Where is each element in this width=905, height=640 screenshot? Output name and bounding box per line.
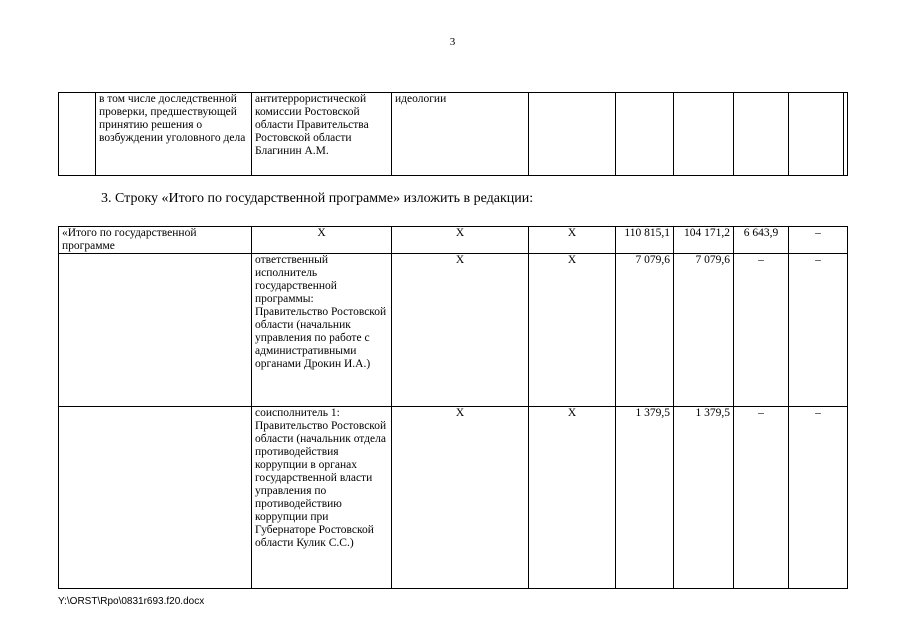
table-cell — [674, 93, 734, 176]
table-cell: 7 079,6 — [616, 254, 674, 407]
table-cell — [59, 93, 96, 176]
table-cell — [59, 254, 252, 407]
table-cell: 110 815,1 — [616, 227, 674, 254]
table-cell: Х — [529, 227, 616, 254]
table-cell: соисполнитель 1: Правительство Ростовской области (начальник отдела противодействия коррупции в органах государственной власти управления по противодействию коррупции при Губернаторе Ростовской области Кулик С.С.) — [252, 407, 392, 589]
table-row — [59, 407, 848, 589]
table-cell: 6 643,9 — [734, 227, 789, 254]
table-cell: 1 379,5 — [616, 407, 674, 589]
table-cell — [844, 93, 848, 176]
total-table — [58, 226, 848, 589]
table-cell: «Итого по государственной программе — [59, 227, 252, 254]
table-cell: антитеррористической комиссии Ростовской области Правительства Ростовской области Благинин А.М. — [252, 93, 392, 176]
table-cell: в том числе доследственной проверки, предшествующей принятию решения о возбуждении уголовного дела — [96, 93, 252, 176]
table-cell: – — [789, 407, 848, 589]
table-row — [59, 93, 848, 176]
table-cell: – — [734, 407, 789, 589]
section-heading: 3. Строку «Итого по государственной программе» изложить в редакции: — [101, 191, 534, 206]
table-cell: – — [789, 227, 848, 254]
table-cell: 1 379,5 — [674, 407, 734, 589]
table-cell: Х — [392, 254, 529, 407]
table-row — [59, 227, 848, 254]
table-cell — [734, 93, 789, 176]
table-cell: Х — [529, 407, 616, 589]
table-cell — [59, 407, 252, 589]
table-cell: 7 079,6 — [674, 254, 734, 407]
file-path-footer: Y:\ORST\Rpo\0831r693.f20.docx — [58, 596, 205, 607]
table-cell: Х — [252, 227, 392, 254]
table-cell: Х — [392, 407, 529, 589]
table-cell: – — [734, 254, 789, 407]
table-row — [59, 254, 848, 407]
continuation-table — [58, 92, 848, 176]
table-cell: Х — [392, 227, 529, 254]
table-cell: Х — [529, 254, 616, 407]
table-cell: идеологии — [392, 93, 529, 176]
table-cell: ответственный исполнитель государственной программы: Правительство Ростовской области (начальник управления по работе с административными органами Дрокин И.А.) — [252, 254, 392, 407]
table-cell: 104 171,2 — [674, 227, 734, 254]
table-cell — [529, 93, 616, 176]
table-cell: – — [789, 254, 848, 407]
table-cell — [789, 93, 844, 176]
page-number: 3 — [449, 36, 456, 48]
table-cell — [616, 93, 674, 176]
